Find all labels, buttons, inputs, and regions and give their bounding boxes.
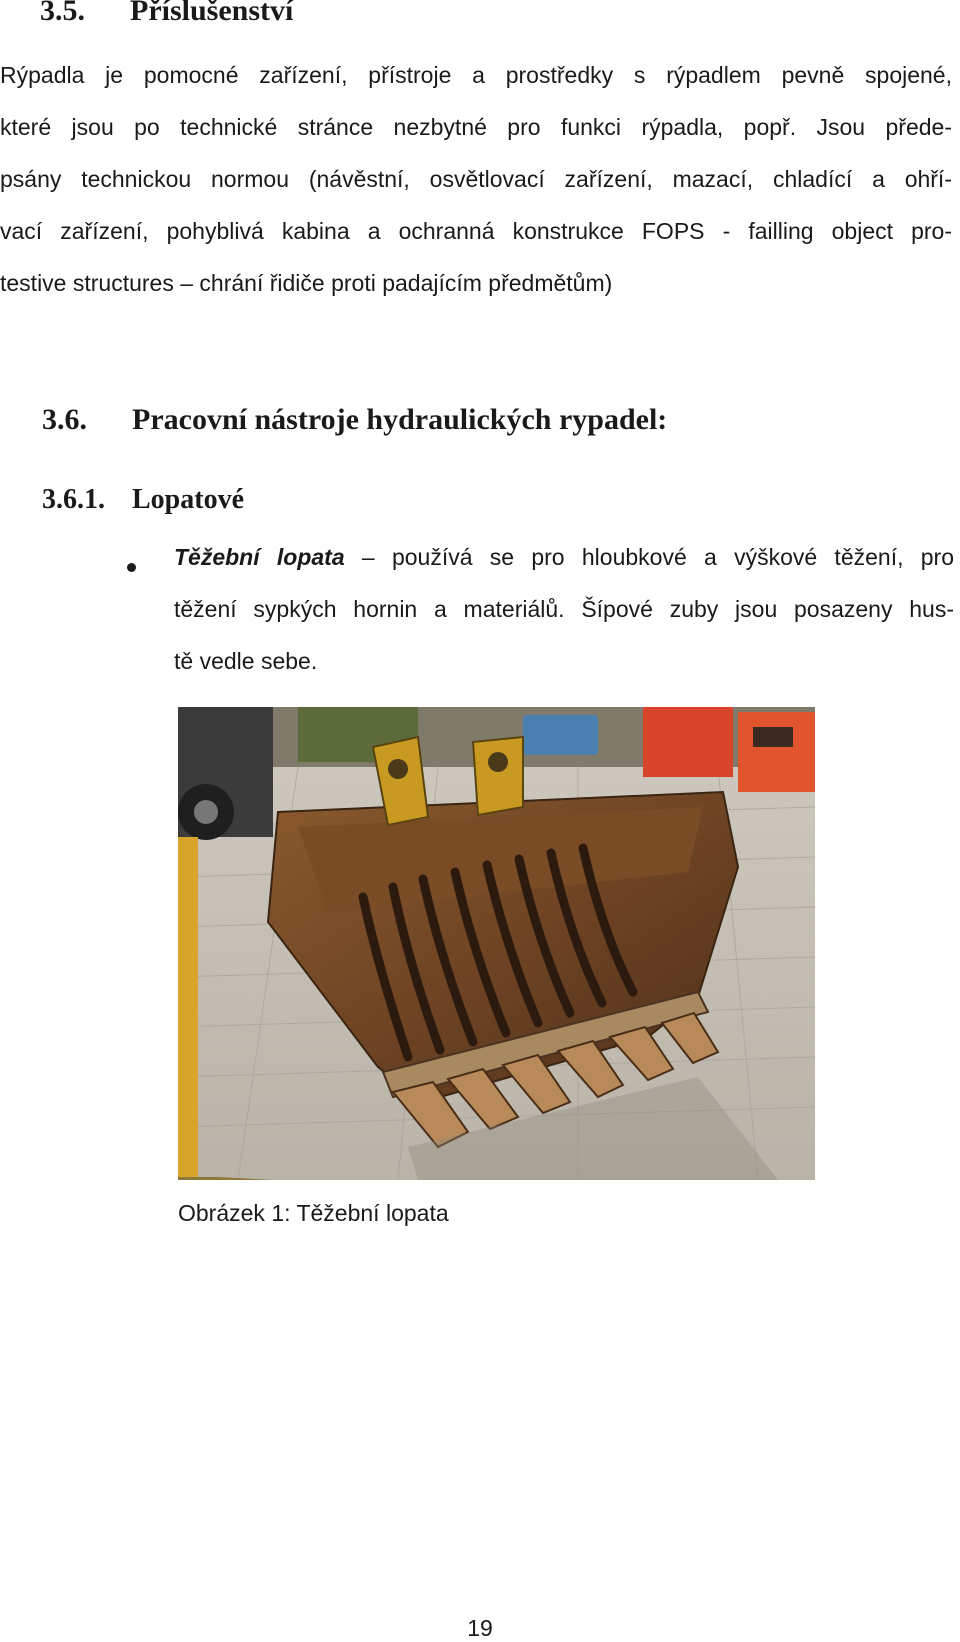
paragraph-line: psány technickou normou (návěstní, osvětlovací zařízení, mazací, chladící a ohří- <box>0 166 952 192</box>
paragraph-line: které jsou po technické stránce nezbytné pro funkci rýpadla, popř. Jsou přede- <box>0 114 952 140</box>
bucket-photo <box>178 707 815 1180</box>
bullet-icon <box>127 563 136 572</box>
bullet-line: těžení sypkých hornin a materiálů. Šípové zuby jsou posazeny hus- <box>174 596 954 622</box>
page-number: 19 <box>467 1615 493 1641</box>
section-number: 3.6.1. <box>42 484 105 515</box>
excavator-bucket-image <box>178 707 815 1180</box>
bullet-text: – používá se pro hloubkové a výškové těžení, pro <box>344 544 954 570</box>
bullet-line: tě vedle sebe. <box>174 648 318 674</box>
paragraph-line: Rýpadla je pomocné zařízení, přístroje a prostředky s rýpadlem pevně spojené, <box>0 62 952 88</box>
section-title: Příslušenství <box>130 0 294 27</box>
paragraph-line: testive structures – chrání řidiče proti padajícím předmětům) <box>0 270 613 296</box>
section-heading-3-6-1 <box>42 484 244 516</box>
section-heading-3-6 <box>42 403 667 437</box>
section-number: 3.6. <box>42 403 87 436</box>
section-number: 3.5. <box>40 0 85 27</box>
bullet-line <box>174 544 954 571</box>
section-title: Pracovní nástroje hydraulických rypadel: <box>132 403 668 436</box>
figure-caption: Obrázek 1: Těžební lopata <box>178 1200 449 1226</box>
section-heading-3-5 <box>40 0 293 28</box>
section-title: Lopatové <box>132 484 244 515</box>
bullet-term: Těžební lopata <box>174 544 345 570</box>
paragraph-line: vací zařízení, pohyblivá kabina a ochranná konstrukce FOPS - failling object pro- <box>0 218 952 244</box>
